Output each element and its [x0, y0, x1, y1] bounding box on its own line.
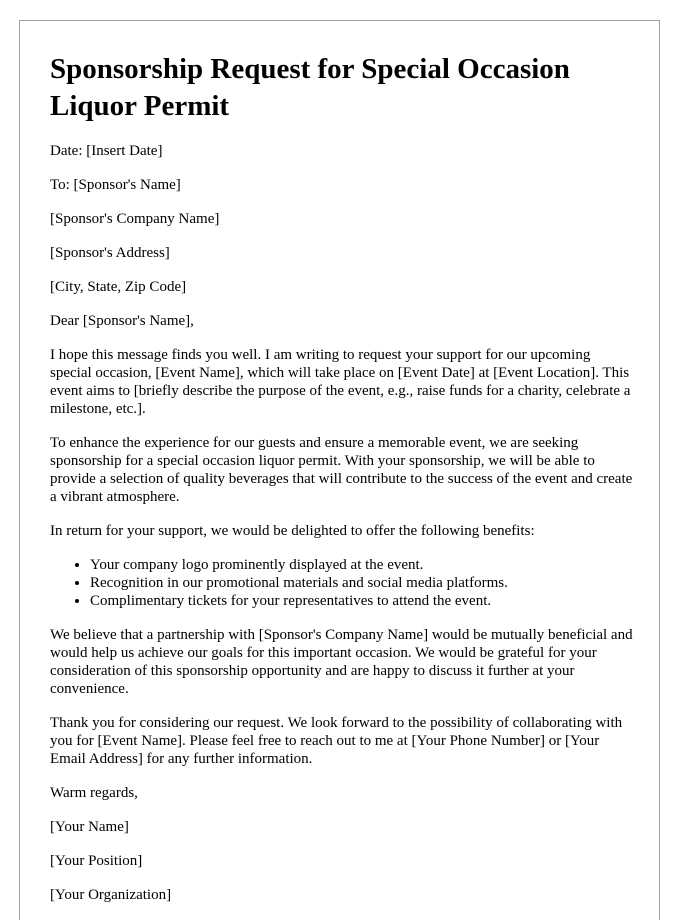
letter-content — [50, 51, 635, 920]
letter-title: Sponsorship Request for Special Occasion Liquor Permit — [50, 53, 570, 122]
benefit-item-logo: • Your company logo prominently displayed at the event. — [90, 556, 635, 574]
signature-position: [Your Position] — [50, 853, 143, 869]
body-paragraph-thanks: Thank you for considering our request. We look forward to the possibility of collaborating with you for [Event Name]. Please feel free to reach out to me at [Your Phone Number] or [Your Email Address] for any further information. — [50, 715, 623, 767]
benefits-list — [50, 556, 635, 610]
body-paragraph-partnership: We believe that a partnership with [Sponsor's Company Name] would be mutually beneficial and would help us achieve our goals for this important occasion. We would be grateful for your consideration of this sponsorship opportunity and are happy to discuss it further at your convenience. — [50, 627, 633, 697]
signature-name: [Your Name] — [50, 819, 129, 835]
recipient-company-line: [Sponsor's Company Name] — [50, 211, 220, 227]
signature-organization: [Your Organization] — [50, 887, 172, 903]
recipient-address-line: [Sponsor's Address] — [50, 245, 170, 261]
recipient-city-line: [City, State, Zip Code] — [50, 279, 187, 295]
closing: Warm regards, — [50, 785, 138, 801]
body-paragraph-benefits-intro: In return for your support, we would be delighted to offer the following benefits: — [50, 523, 535, 539]
body-paragraph-intro: I hope this message finds you well. I am writing to request your support for our upcoming special occasion, [Event Name], which will take place on [Event Date] at [Event Location]. This event aims to [briefly describe the purpose of the event, e.g., raise funds for a charity, celebrate a milestone, etc.]. — [50, 347, 631, 417]
benefit-item-recognition: • Recognition in our promotional materials and social media platforms. — [90, 574, 635, 592]
body-paragraph-request: To enhance the experience for our guests and ensure a memorable event, we are seeking sponsorship for a special occasion liquor permit. With your sponsorship, we will be able to provide a selection of quality beverages that will contribute to the success of the event and create a vibrant atmosphere. — [50, 435, 633, 505]
date-line: Date: [Insert Date] — [50, 143, 163, 159]
letter-page — [19, 20, 660, 920]
salutation: Dear [Sponsor's Name], — [50, 313, 194, 329]
recipient-name-line: To: [Sponsor's Name] — [50, 177, 181, 193]
benefit-item-tickets: • Complimentary tickets for your representatives to attend the event. — [90, 592, 635, 610]
